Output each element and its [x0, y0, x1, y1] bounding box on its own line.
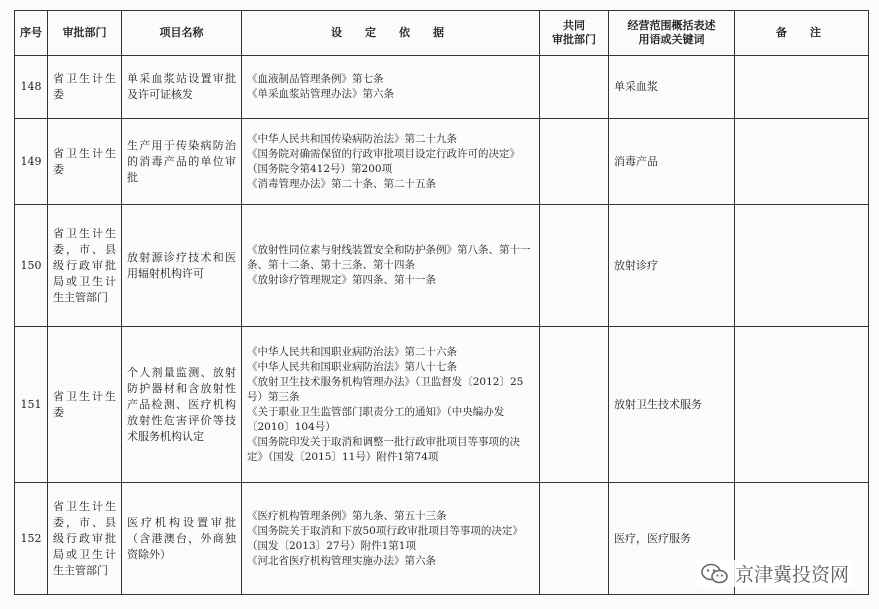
basis-line: 《单采血浆站管理办法》第六条	[247, 88, 394, 100]
basis-line: 《血液制品管理条例》第七条	[247, 73, 384, 85]
row-seq: 149	[15, 119, 48, 205]
basis-line: 《河北省医疗机构管理实施办法》第六条	[247, 554, 436, 567]
row-dept: 省卫生计生委	[48, 119, 122, 205]
row-remark	[735, 327, 869, 483]
table-row	[15, 119, 869, 205]
basis-line: 《国务院对确需保留的行政审批项目设定行政许可的决定》（国务院令第412号）第200项	[247, 147, 520, 175]
row-keywords: 放射卫生技术服务	[609, 327, 735, 483]
basis-line: 《放射性同位素与射线装置安全和防护条例》第八条、第十一条、第十二条、第十三条、第十四条	[247, 244, 531, 271]
row-basis	[242, 483, 540, 595]
header-project: 项目名称	[122, 11, 242, 56]
basis-line: 《国务院印发关于取消和调整一批行政审批项目等事项的决定》（国发〔2015〕11号）附件1第74项	[247, 435, 520, 463]
table-row	[15, 56, 869, 119]
row-project: 个人剂量监测、放射防护器材和含放射性产品检测、医疗机构放射性危害评价等技术服务机构认定	[122, 327, 242, 483]
basis-line: 《医疗机构管理条例》第九条、第五十三条	[247, 509, 447, 522]
row-dept: 省卫生计生委	[48, 56, 122, 119]
header-basis: 设 定 依 据	[242, 11, 540, 56]
row-keywords: 单采血浆	[609, 56, 735, 119]
basis-line: 《放射诊疗管理规定》第四条、第十一条	[247, 274, 436, 286]
basis-line: 《放射卫生技术服务机构管理办法》（卫监督发〔2012〕25号）第三条	[247, 375, 524, 403]
basis-line: 《中华人民共和国传染病防治法》第二十九条	[247, 132, 457, 145]
row-seq: 151	[15, 327, 48, 483]
basis-line: 《关于职业卫生监管部门职责分工的通知》（中央编办发〔2010〕104号）	[247, 405, 505, 433]
table-row	[15, 205, 869, 327]
row-remark	[735, 205, 869, 327]
row-project: 单采血浆站设置审批及许可证核发	[122, 56, 242, 119]
header-joint: 共同 审批部门	[540, 11, 609, 56]
row-project: 生产用于传染病防治的消毒产品的单位审批	[122, 119, 242, 205]
row-dept: 省卫生计生委	[48, 327, 122, 483]
row-basis	[242, 205, 540, 327]
row-basis	[242, 119, 540, 205]
row-keywords: 放射诊疗	[609, 205, 735, 327]
row-joint	[540, 483, 609, 595]
row-remark	[735, 119, 869, 205]
basis-line: 《消毒管理办法》第二十条、第二十五条	[247, 177, 436, 190]
row-basis	[242, 56, 540, 119]
row-basis	[242, 327, 540, 483]
watermark-text: 京津冀投资网	[734, 564, 849, 586]
table-header-row	[15, 11, 869, 56]
header-keywords: 经营范围概括表述 用语或关键词	[609, 11, 735, 56]
header-dept: 审批部门	[48, 11, 122, 56]
row-project: 放射源诊疗技术和医用辐射机构许可	[122, 205, 242, 327]
basis-line: 《国务院关于取消和下放50项行政审批项目等事项的决定》（国发〔2013〕27号）附件1第1项	[247, 524, 523, 552]
row-joint	[540, 56, 609, 119]
row-project: 医疗机构设置审批（含港澳台，外商独资除外）	[122, 483, 242, 595]
row-seq: 150	[15, 205, 48, 327]
header-seq: 序号	[15, 11, 48, 56]
table-row	[15, 327, 869, 483]
wechat-icon	[701, 563, 729, 585]
row-dept: 省卫生计生委，市、县级行政审批局或卫生计生主管部门	[48, 483, 122, 595]
row-joint	[540, 205, 609, 327]
row-keywords: 医疗，医疗服务	[609, 483, 735, 595]
row-keywords: 消毒产品	[609, 119, 735, 205]
approval-items-table	[14, 10, 869, 595]
watermark	[697, 560, 853, 587]
row-joint	[540, 327, 609, 483]
row-remark	[735, 56, 869, 119]
basis-line: 《中华人民共和国职业病防治法》第八十七条	[247, 360, 457, 373]
row-joint	[540, 119, 609, 205]
row-dept: 省卫生计生委，市、县级行政审批局或卫生计生主管部门	[48, 205, 122, 327]
header-remark: 备 注	[735, 11, 869, 56]
row-seq: 152	[15, 483, 48, 595]
row-seq: 148	[15, 56, 48, 119]
basis-line: 《中华人民共和国职业病防治法》第二十六条	[247, 345, 457, 358]
